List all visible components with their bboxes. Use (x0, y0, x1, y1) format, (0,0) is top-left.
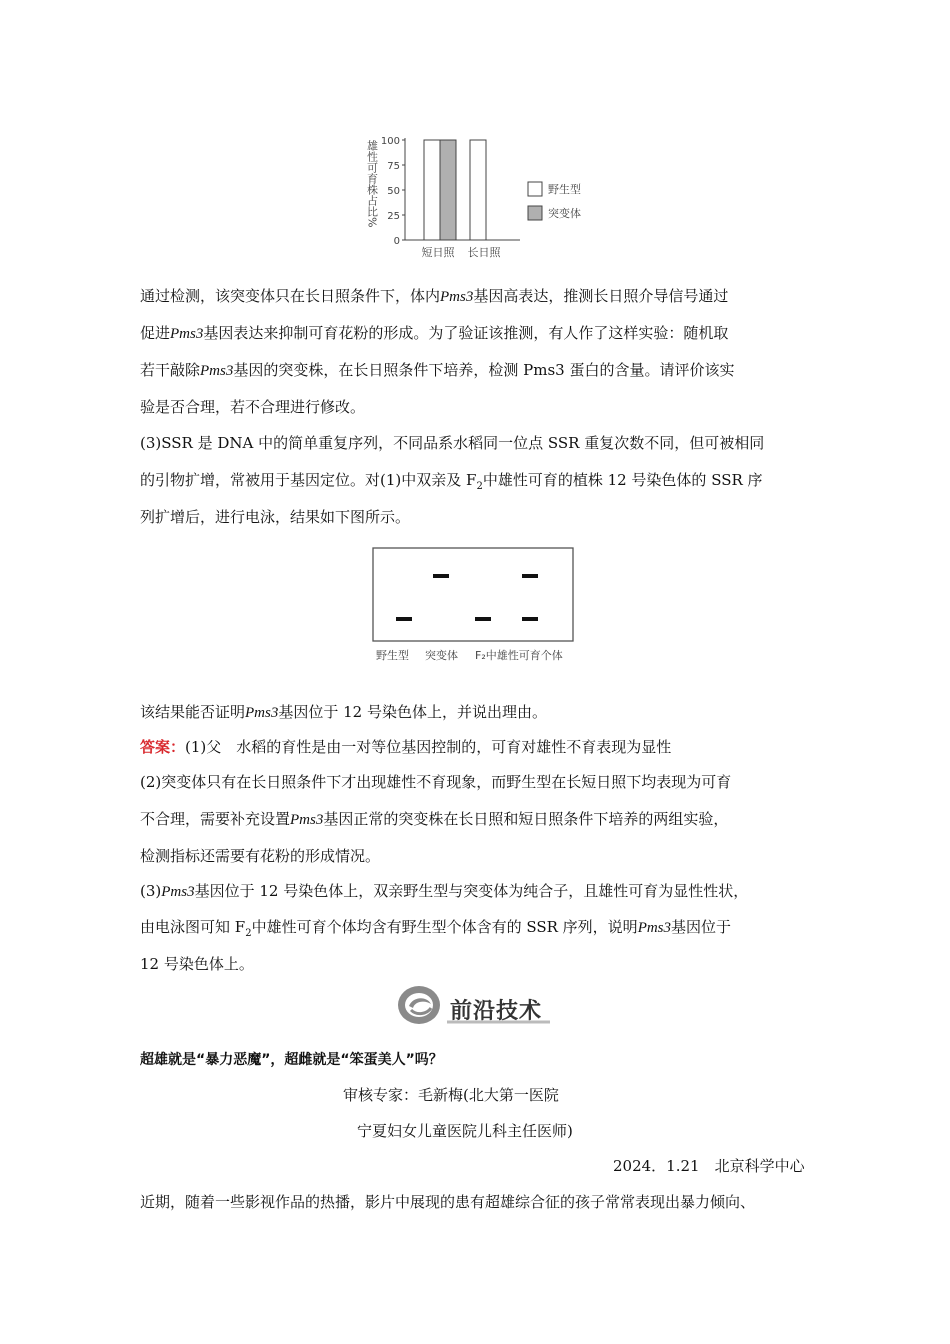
gel-band (475, 617, 491, 621)
gel-band (522, 574, 538, 578)
para1-line4: 验是否合理，若不合理进行修改。 (140, 398, 366, 416)
y-tick-label: 0 (393, 236, 400, 247)
para1-line3: 若干敲除Pms3基因的突变株，在长日照条件下培养，检测 Pms3 蛋白的含量。请评价该实 (140, 361, 735, 379)
x-tick-label: 长日照 (467, 246, 501, 259)
para1-line1: 通过检测，该突变体只在长日照条件下，体内Pms3基因高表达，推测长日照介导信号通过 (140, 287, 729, 305)
y-tick-label: 25 (387, 211, 400, 222)
y-tick-label: 50 (387, 186, 400, 197)
para2-line2: 的引物扩增，常被用于基因定位。对(1)中双亲及 $F_2$中雄性可育的植株 12 号染色体的 SSR 序 (140, 471, 763, 492)
question-line: 该结果能否证明Pms3基因位于 12 号染色体上，并说出理由。 (140, 703, 547, 721)
answer-line4: 检测指标还需要有花粉的形成情况。 (140, 847, 381, 865)
gel-band (522, 617, 538, 621)
answer-line1: 答案：(1)父 水稻的育性是由一对等位基因控制的，可育对雄性不育表现为显性 (140, 738, 672, 756)
answer-line6: 由电泳图可知 $F_2$中雄性可育个体均含有野生型个体含有的 SSR 序列，说明Pms3基因位于 (140, 918, 732, 939)
gel-lane-label: F₂中雄性可育个体 (475, 649, 563, 662)
bar-野生型 (470, 140, 486, 240)
answer-line2: (2)突变体只有在长日照条件下才出现雄性不育现象，而野生型在长短日照下均表现为可育 (140, 773, 732, 791)
article-headline: 超雄就是“暴力恶魔”，超雌就是“笨蛋美人”吗？ (140, 1052, 443, 1068)
dateline: 2024．1.21 北京科学中心 (613, 1157, 805, 1175)
legend-label: 野生型 (548, 183, 581, 196)
legend-swatch (528, 206, 542, 220)
bar-野生型 (424, 140, 440, 240)
answer-line5: (3)Pms3基因位于 12 号染色体上，双亲野生型与突变体为纯合子，且雄性可育为显性性状， (140, 882, 749, 900)
gel-lane-label: 野生型 (376, 649, 409, 662)
answer-line3: 不合理，需要补充设置Pms3基因正常的突变株在长日照和短日照条件下培养的两组实验， (140, 810, 729, 828)
para1-line2: 促进Pms3基因表达来抑制可育花粉的形成。为了验证该推测，有人作了这样实验：随机取 (140, 324, 729, 342)
y-tick-label: 75 (387, 161, 400, 172)
chart-ylabel: 雄性可育株占比% (365, 140, 379, 228)
bar-chart (360, 130, 620, 260)
banner-title: 前沿技术 (450, 999, 543, 1024)
chart-bars (424, 140, 486, 240)
gel-band (396, 617, 412, 621)
gel-frame (373, 548, 573, 641)
answer-label: 答案： (140, 738, 186, 756)
para2-line3: 列扩增后，进行电泳，结果如下图所示。 (140, 508, 411, 526)
gel-band (433, 574, 449, 578)
gel-figure (370, 545, 580, 670)
article-body-line1: 近期，随着一些影视作品的热播，影片中展现的患有超雄综合征的孩子常常表现出暴力倾向、 (140, 1193, 756, 1211)
answer-line7: 12 号染色体上。 (140, 955, 254, 973)
bar-突变体 (440, 140, 456, 240)
gel-lane-label: 突变体 (425, 649, 458, 662)
chart-legend (528, 182, 581, 220)
legend-swatch (528, 182, 542, 196)
legend-label: 突变体 (548, 207, 581, 220)
reviewer-line1: 审核专家：毛新梅(北大第一医院 (343, 1086, 559, 1104)
y-tick-label: 100 (380, 136, 400, 147)
x-tick-label: 短日照 (421, 246, 455, 259)
para2-line1: (3)SSR 是 DNA 中的简单重复序列，不同品系水稻同一位点 SSR 重复次数不同，但可被相同 (140, 434, 765, 452)
reviewer-line2: 宁夏妇女儿童医院儿科主任医师) (357, 1122, 573, 1140)
